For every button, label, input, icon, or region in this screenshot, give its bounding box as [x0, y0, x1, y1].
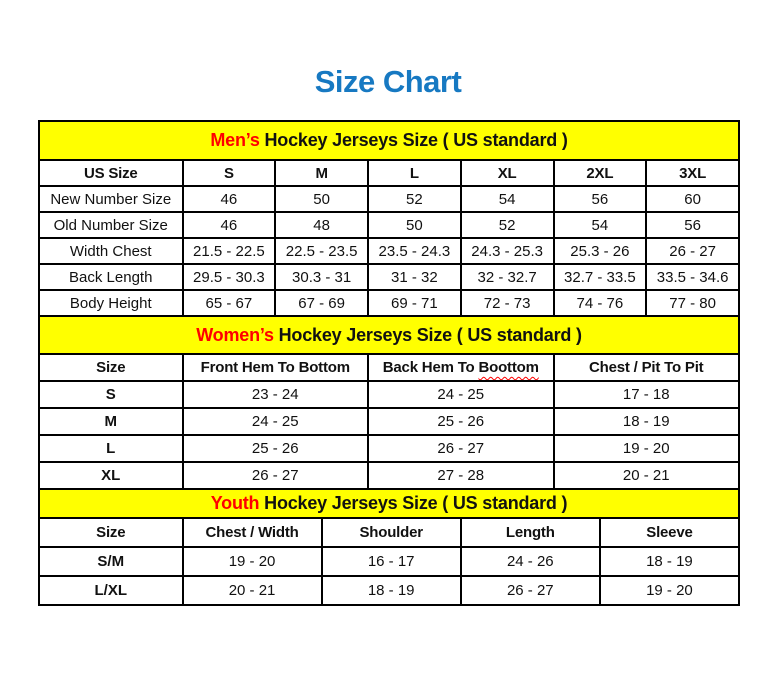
- size-chart-tables: [38, 120, 740, 606]
- column-header: Chest / Pit To Pit: [554, 354, 740, 381]
- row-label: Body Height: [39, 290, 183, 316]
- column-header: S: [183, 160, 276, 186]
- size-value-cell: 46: [183, 186, 276, 212]
- womens-section-banner: [39, 316, 739, 354]
- column-header: Front Hem To Bottom: [183, 354, 369, 381]
- row-label: M: [39, 408, 183, 435]
- banner-text: Hockey Jerseys Size ( US standard ): [259, 493, 568, 513]
- table-row: [39, 186, 739, 212]
- size-value-cell: 16 - 17: [322, 547, 461, 576]
- column-header: Size: [39, 354, 183, 381]
- column-header: Sleeve: [600, 518, 739, 547]
- banner-highlight: Men’s: [210, 130, 260, 150]
- mens-section-banner: [39, 121, 739, 160]
- table-row: [39, 238, 739, 264]
- size-value-cell: 54: [554, 212, 647, 238]
- size-value-cell: 19 - 20: [554, 435, 740, 462]
- row-label: L: [39, 435, 183, 462]
- size-value-cell: 29.5 - 30.3: [183, 264, 276, 290]
- youth-banner-row: [39, 489, 739, 518]
- size-value-cell: 25 - 26: [183, 435, 369, 462]
- column-header: Size: [39, 518, 183, 547]
- size-value-cell: 18 - 19: [554, 408, 740, 435]
- size-value-cell: 77 - 80: [646, 290, 739, 316]
- banner-text: Hockey Jerseys Size ( US standard ): [259, 130, 568, 150]
- youth-section-banner: [39, 489, 739, 518]
- size-value-cell: 24 - 25: [368, 381, 554, 408]
- column-header: 2XL: [554, 160, 647, 186]
- row-label: New Number Size: [39, 186, 183, 212]
- size-value-cell: 20 - 21: [554, 462, 740, 489]
- row-label: XL: [39, 462, 183, 489]
- size-value-cell: 74 - 76: [554, 290, 647, 316]
- banner-highlight: Women’s: [196, 324, 274, 345]
- size-value-cell: 24 - 25: [183, 408, 369, 435]
- banner-highlight: Youth: [210, 493, 260, 513]
- size-value-cell: 30.3 - 31: [275, 264, 368, 290]
- size-value-cell: 33.5 - 34.6: [646, 264, 739, 290]
- mens-size-table: [38, 120, 740, 317]
- size-value-cell: 52: [461, 212, 554, 238]
- column-header: Chest / Width: [183, 518, 322, 547]
- womens-size-table: [38, 315, 740, 490]
- column-header: US Size: [39, 160, 183, 186]
- size-value-cell: 19 - 20: [183, 547, 322, 576]
- size-value-cell: 69 - 71: [368, 290, 461, 316]
- size-value-cell: 19 - 20: [600, 576, 739, 605]
- table-row: [39, 576, 739, 605]
- mens-header-row: [39, 160, 739, 186]
- table-row: [39, 547, 739, 576]
- column-header: M: [275, 160, 368, 186]
- size-value-cell: 23.5 - 24.3: [368, 238, 461, 264]
- size-value-cell: 67 - 69: [275, 290, 368, 316]
- column-header: 3XL: [646, 160, 739, 186]
- table-row: [39, 462, 739, 489]
- size-value-cell: 27 - 28: [368, 462, 554, 489]
- column-header: Shoulder: [322, 518, 461, 547]
- size-value-cell: 60: [646, 186, 739, 212]
- table-row: [39, 290, 739, 316]
- row-label: S: [39, 381, 183, 408]
- misspelled-word: Boottom: [478, 359, 539, 376]
- size-value-cell: 26 - 27: [183, 462, 369, 489]
- page-title: Size Chart: [314, 64, 462, 99]
- size-value-cell: 23 - 24: [183, 381, 369, 408]
- table-row: [39, 212, 739, 238]
- size-value-cell: 56: [554, 186, 647, 212]
- column-header: XL: [461, 160, 554, 186]
- table-row: [39, 408, 739, 435]
- youth-size-table: [38, 488, 740, 606]
- size-value-cell: 26 - 27: [461, 576, 600, 605]
- table-row: [39, 435, 739, 462]
- size-value-cell: 17 - 18: [554, 381, 740, 408]
- size-value-cell: 21.5 - 22.5: [183, 238, 276, 264]
- size-value-cell: 20 - 21: [183, 576, 322, 605]
- size-value-cell: 32 - 32.7: [461, 264, 554, 290]
- size-value-cell: 56: [646, 212, 739, 238]
- table-row: [39, 264, 739, 290]
- size-value-cell: 54: [461, 186, 554, 212]
- size-value-cell: 18 - 19: [600, 547, 739, 576]
- row-label: Width Chest: [39, 238, 183, 264]
- table-row: [39, 381, 739, 408]
- size-value-cell: 50: [368, 212, 461, 238]
- banner-text: Hockey Jerseys Size ( US standard ): [273, 324, 582, 345]
- size-value-cell: 18 - 19: [322, 576, 461, 605]
- womens-header-row: [39, 354, 739, 381]
- size-value-cell: 25 - 26: [368, 408, 554, 435]
- column-header: L: [368, 160, 461, 186]
- size-value-cell: 25.3 - 26: [554, 238, 647, 264]
- size-value-cell: 24 - 26: [461, 547, 600, 576]
- row-label: Old Number Size: [39, 212, 183, 238]
- size-value-cell: 26 - 27: [646, 238, 739, 264]
- womens-banner-row: [39, 316, 739, 354]
- size-value-cell: 65 - 67: [183, 290, 276, 316]
- size-value-cell: 26 - 27: [368, 435, 554, 462]
- size-value-cell: 46: [183, 212, 276, 238]
- mens-banner-row: [39, 121, 739, 160]
- size-value-cell: 22.5 - 23.5: [275, 238, 368, 264]
- row-label: S/M: [39, 547, 183, 576]
- size-value-cell: 31 - 32: [368, 264, 461, 290]
- column-header: Length: [461, 518, 600, 547]
- size-value-cell: 32.7 - 33.5: [554, 264, 647, 290]
- size-value-cell: 52: [368, 186, 461, 212]
- size-value-cell: 48: [275, 212, 368, 238]
- size-value-cell: 50: [275, 186, 368, 212]
- size-value-cell: 72 - 73: [461, 290, 554, 316]
- size-value-cell: 24.3 - 25.3: [461, 238, 554, 264]
- column-header: Back Hem To Boottom: [368, 354, 554, 381]
- row-label: L/XL: [39, 576, 183, 605]
- youth-header-row: [39, 518, 739, 547]
- row-label: Back Length: [39, 264, 183, 290]
